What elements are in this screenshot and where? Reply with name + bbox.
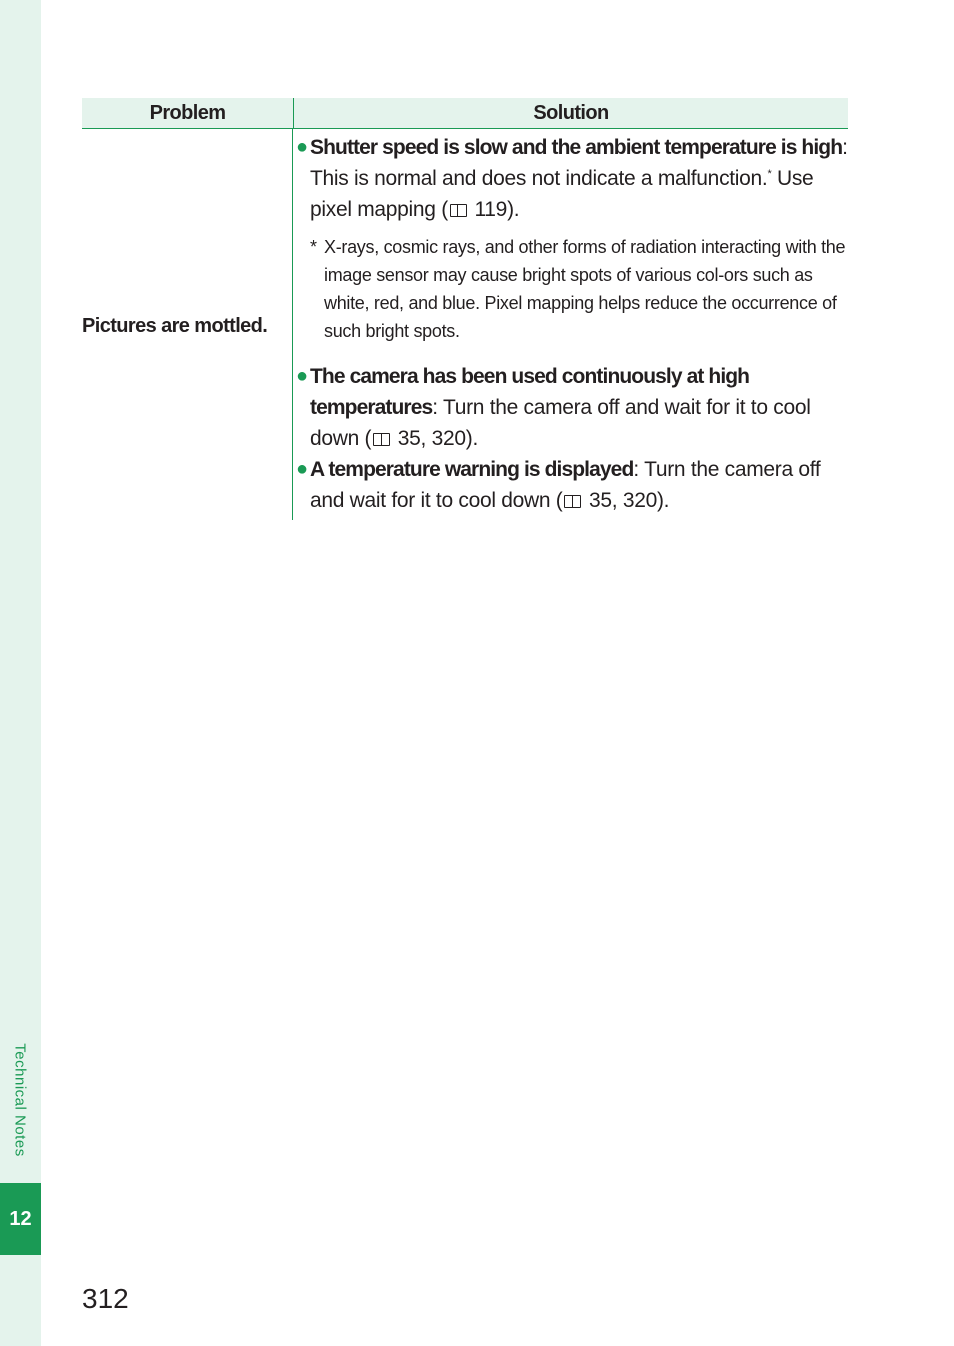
header-problem: Problem	[82, 98, 294, 128]
book-icon	[564, 495, 581, 508]
solution-lead: A temperature warning is displayed	[310, 458, 634, 481]
footnote-mark: *	[767, 168, 772, 180]
footnote-mark: *	[310, 237, 317, 257]
solution-text: Use pixel mapping (	[310, 167, 814, 221]
solution-item	[293, 132, 848, 225]
footnote	[293, 233, 848, 345]
bullet-icon: ●	[296, 136, 308, 158]
book-icon	[450, 204, 467, 217]
chapter-tab: 12	[0, 1183, 41, 1255]
solution-lead: Shutter speed is slow and the ambient temperature is high	[310, 136, 843, 159]
solution-text: : Turn the camera off and wait for it to cool down (	[310, 396, 811, 450]
page-number: 312	[82, 1283, 129, 1314]
solution-text: ).	[507, 198, 520, 221]
table-row	[82, 129, 848, 520]
page-reference: 119	[474, 198, 508, 221]
page-reference: 35, 320	[397, 427, 466, 450]
page-reference: 35, 320	[589, 489, 657, 512]
solution-text: : Turn the camera off and wait for it to cool down (	[310, 458, 821, 512]
solution-text: ).	[465, 427, 478, 450]
solution-cell	[293, 129, 848, 520]
bullet-icon: ●	[296, 365, 308, 387]
footnote-text: X-rays, cosmic rays, and other forms of radiation interacting with the image sensor may cause bright spots of various col-ors such as white, red, and blue. Pixel mapping helps reduce the occurrence of such bright spots.	[324, 237, 846, 341]
solution-item	[293, 361, 848, 454]
table-header	[82, 98, 848, 129]
bullet-icon: ●	[296, 458, 308, 480]
problem-cell: Pictures are mottled.	[82, 129, 293, 520]
sidebar	[0, 0, 41, 1346]
section-label: Technical Notes	[11, 1043, 29, 1157]
solution-item	[293, 454, 848, 516]
solution-lead: The camera has been used continuously at high temperatures	[310, 365, 750, 419]
solution-text: ).	[656, 489, 670, 512]
book-icon	[373, 433, 390, 446]
solution-text: : This is normal and does not indicate a malfunction.	[310, 136, 848, 190]
troubleshooting-table	[82, 98, 848, 520]
header-solution: Solution	[533, 101, 609, 124]
